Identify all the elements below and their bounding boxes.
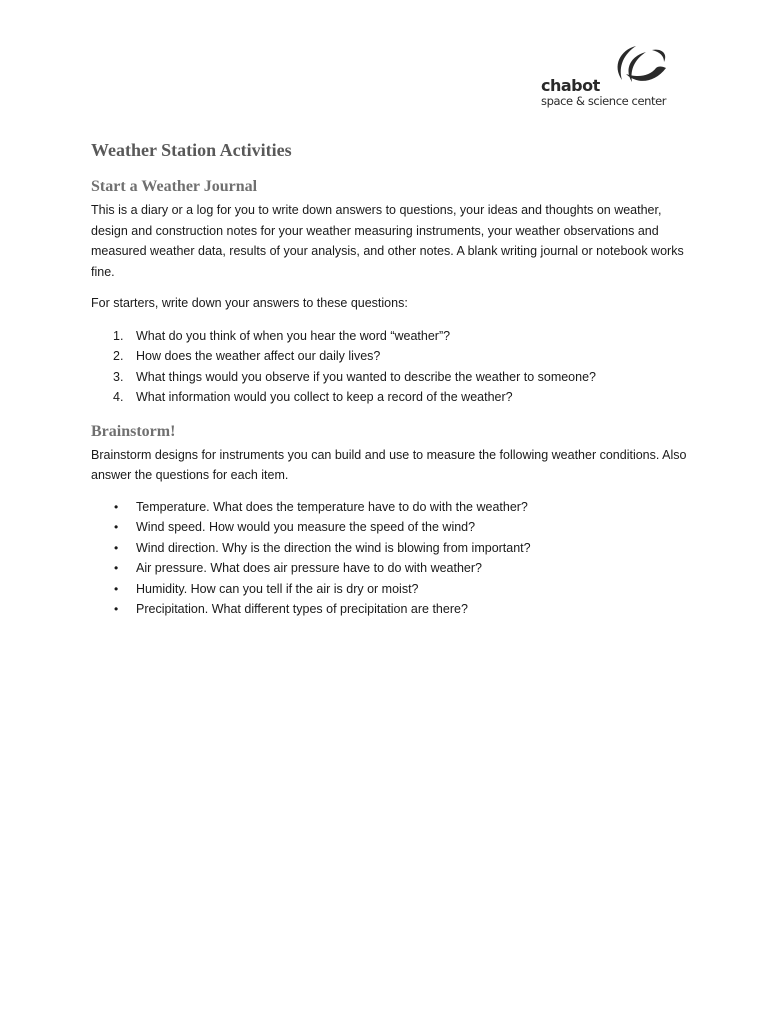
list-number: 4. bbox=[113, 390, 124, 404]
bullet-icon: • bbox=[114, 540, 119, 555]
list-item bbox=[91, 326, 691, 347]
conditions-list bbox=[91, 497, 691, 620]
list-item-text: How does the weather affect our daily lives? bbox=[136, 349, 381, 363]
document-body bbox=[91, 138, 691, 620]
journal-intro: This is a diary or a log for you to write down answers to questions, your ideas and thoughts on weather, design and construction notes for your weather measuring instruments, your weather observations and measured weather data, results of your analysis, and other notes. A blank writing journal or notebook works fine. bbox=[91, 203, 684, 279]
bullet-icon: • bbox=[114, 499, 119, 514]
list-number: 3. bbox=[113, 369, 124, 384]
list-item bbox=[91, 558, 691, 579]
chabot-swoosh-icon bbox=[606, 44, 670, 92]
page-title: Weather Station Activities bbox=[91, 140, 292, 160]
list-item bbox=[91, 497, 691, 518]
list-item bbox=[91, 579, 691, 600]
list-item-text: Temperature. What does the temperature have to do with the weather? bbox=[136, 499, 528, 514]
list-item-text: Wind speed. How would you measure the speed of the wind? bbox=[136, 520, 476, 534]
journal-lead: For starters, write down your answers to these questions: bbox=[91, 296, 408, 310]
journal-heading: Start a Weather Journal bbox=[91, 178, 258, 195]
list-item-text: What information would you collect to keep a record of the weather? bbox=[136, 390, 513, 404]
list-item bbox=[91, 367, 691, 388]
list-item bbox=[91, 538, 691, 559]
list-number: 2. bbox=[113, 349, 124, 363]
logo-wordmark: chabot bbox=[541, 76, 600, 95]
bullet-icon: • bbox=[114, 602, 119, 616]
list-item-text: What do you think of when you hear the word “weather”? bbox=[136, 328, 451, 343]
list-item-text: Precipitation. What different types of precipitation are there? bbox=[136, 602, 468, 616]
bullet-icon: • bbox=[114, 520, 119, 534]
list-item bbox=[91, 517, 691, 538]
list-item-text: Air pressure. What does air pressure have to do with weather? bbox=[136, 561, 483, 575]
chabot-logo bbox=[538, 44, 688, 110]
brainstorm-heading: Brainstorm! bbox=[91, 422, 176, 440]
list-item bbox=[91, 599, 691, 620]
list-item-text: Wind direction. Why is the direction the wind is blowing from important? bbox=[136, 540, 531, 555]
brainstorm-intro: Brainstorm designs for instruments you can build and use to measure the following weather conditions. Also answer the questions for each item. bbox=[91, 447, 687, 482]
questions-list bbox=[91, 326, 691, 408]
bullet-icon: • bbox=[114, 581, 119, 596]
bullet-icon: • bbox=[114, 561, 119, 575]
list-item-text: What things would you observe if you wanted to describe the weather to someone? bbox=[136, 369, 596, 384]
list-number: 1. bbox=[113, 328, 124, 343]
list-item-text: Humidity. How can you tell if the air is dry or moist? bbox=[136, 581, 419, 596]
list-item bbox=[91, 387, 691, 408]
logo-subtitle: space & science center bbox=[541, 94, 667, 108]
list-item bbox=[91, 346, 691, 367]
